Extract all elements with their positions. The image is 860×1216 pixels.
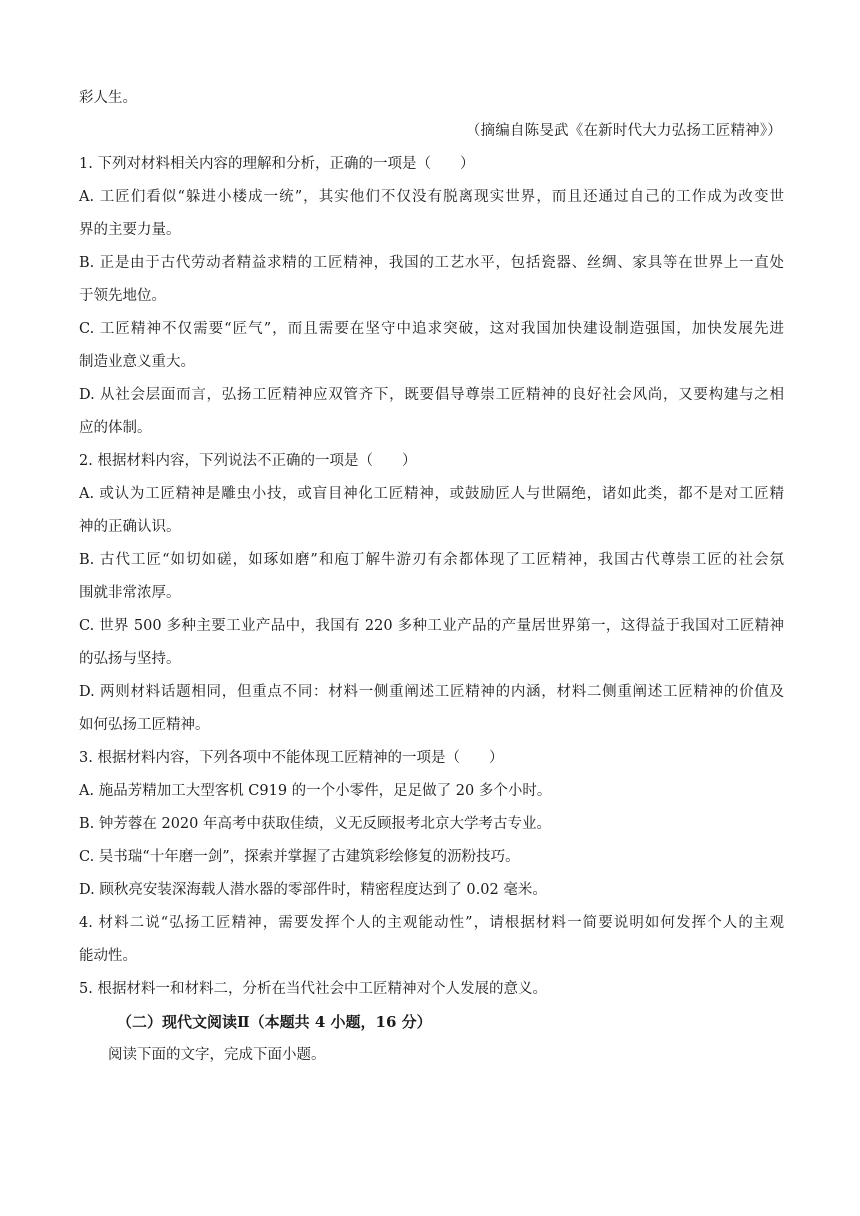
question-2-option-c-line-1: C. 世界 500 多种主要工业产品中，我国有 220 多种工业产品的产量居世界第一，这得益于我国对工匠精神 xyxy=(79,618,784,634)
question-2-option-c-line-2: 的弘扬与坚持。 xyxy=(79,651,181,667)
question-1-option-b-line-1: B. 正是由于古代劳动者精益求精的工匠精神，我国的工艺水平，包括瓷器、丝绸、家具等在世界上一直处 xyxy=(79,255,784,271)
question-2-stem: 2. 根据材料内容，下列说法不正确的一项是（ ） xyxy=(79,453,417,469)
question-1-option-a-line-2: 界的主要力量。 xyxy=(79,222,181,238)
question-2-option-a-line-1: A. 或认为工匠精神是雕虫小技，或盲目神化工匠精神，或鼓励匠人与世隔绝，诸如此类，都不是对工匠精 xyxy=(79,486,784,502)
reading-instruction: 阅读下面的文字，完成下面小题。 xyxy=(108,1047,326,1063)
question-3-option-c: C. 吴书瑞“十年磨一剑”，探索并掌握了古建筑彩绘修复的沥粉技巧。 xyxy=(79,849,520,865)
question-3-option-d: D. 顾秋亮安装深海载人潜水器的零部件时，精密程度达到了 0.02 毫米。 xyxy=(79,882,547,898)
question-4-line-2: 能动性。 xyxy=(79,948,137,964)
question-2-option-d-line-2: 如何弘扬工匠精神。 xyxy=(79,717,210,733)
question-2-option-d-line-1: D. 两则材料话题相同，但重点不同：材料一侧重阐述工匠精神的内涵，材料二侧重阐述工匠精神的价值及 xyxy=(79,684,784,700)
question-3-option-b: B. 钟芳蓉在 2020 年高考中获取佳绩，义无反顾报考北京大学考古专业。 xyxy=(79,816,551,832)
question-1-option-d-line-2: 应的体制。 xyxy=(79,420,152,436)
question-3-stem: 3. 根据材料内容，下列各项中不能体现工匠精神的一项是（ ） xyxy=(79,750,504,766)
question-1-stem: 1. 下列对材料相关内容的理解和分析，正确的一项是（ ） xyxy=(79,156,475,172)
question-3-option-a: A. 施品芳精加工大型客机 C919 的一个小零件，足足做了 20 多个小时。 xyxy=(79,783,552,799)
question-5: 5. 根据材料一和材料二，分析在当代社会中工匠精神对个人发展的意义。 xyxy=(79,981,547,997)
question-1-option-a-line-1: A. 工匠们看似“躲进小楼成一统”，其实他们不仅没有脱离现实世界，而且还通过自己的工作成为改变世 xyxy=(79,189,784,205)
question-2-option-b-line-2: 围就非常浓厚。 xyxy=(79,585,181,601)
question-2-option-a-line-2: 神的正确认识。 xyxy=(79,519,181,535)
question-1-option-c-line-2: 制造业意义重大。 xyxy=(79,354,195,370)
carryover-text: 彩人生。 xyxy=(79,90,137,106)
question-4-line-1: 4. 材料二说“弘扬工匠精神，需要发挥个人的主观能动性”，请根据材料一简要说明如何发挥个人的主观 xyxy=(79,915,784,931)
question-1-option-c-line-1: C. 工匠精神不仅需要“匠气”，而且需要在坚守中追求突破，这对我国加快建设制造强国，加快发展先进 xyxy=(79,321,784,337)
question-1-option-b-line-2: 于领先地位。 xyxy=(79,288,166,304)
question-2-option-b-line-1: B. 古代工匠“如切如磋，如琢如磨”和庖丁解牛游刃有余都体现了工匠精神，我国古代尊崇工匠的社会氛 xyxy=(79,552,784,568)
source-citation: （摘编自陈旻武《在新时代大力弘扬工匠精神》） xyxy=(465,123,782,139)
section-heading: （二）现代文阅读Ⅱ（本题共 4 小题，16 分） xyxy=(117,1013,432,1031)
question-1-option-d-line-1: D. 从社会层面而言，弘扬工匠精神应双管齐下，既要倡导尊崇工匠精神的良好社会风尚，又要构建与之相 xyxy=(79,387,784,403)
